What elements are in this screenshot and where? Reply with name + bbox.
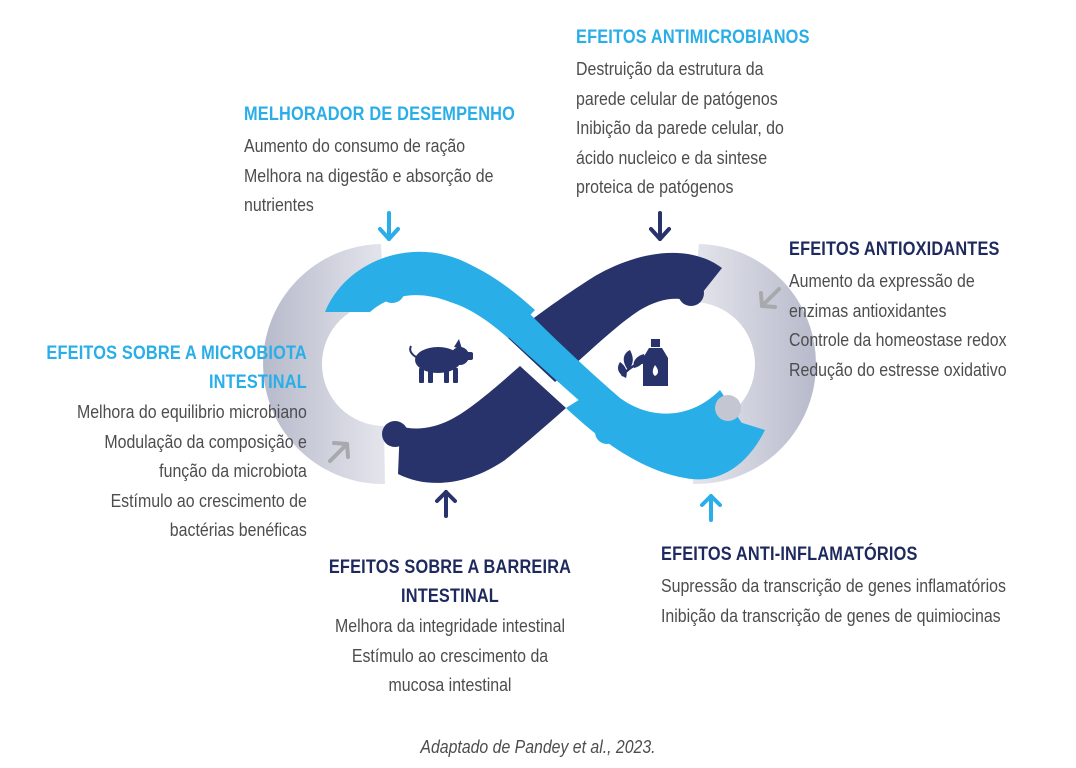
block-line: Controle da homeostase redox (789, 329, 1007, 350)
block-microbiota (4, 339, 307, 545)
puzzle-knob (382, 421, 408, 447)
block-line: parede celular de patógenos (576, 87, 778, 109)
pig-icon (410, 339, 473, 383)
puzzle-knob (595, 420, 619, 444)
arrow-up-icon (702, 496, 720, 520)
plant-bottle-icon (618, 339, 668, 386)
block-line: Inibição da parede celular, do (576, 117, 784, 138)
block-desempenho (244, 103, 559, 220)
block-line: Redução do estresse oxidativo (789, 358, 1007, 380)
block-title: EFEITOS ANTIOXIDANTES (789, 239, 1000, 260)
block-line: Melhora da integridade intestinal (335, 615, 565, 636)
puzzle-knob (678, 280, 704, 306)
block-barreira (300, 553, 600, 700)
block-line: Aumento do consumo de ração (244, 135, 466, 156)
block-line: Inibição da transcrição de genes de quimiocinas (661, 604, 1001, 626)
block-line: enzimas antioxidantes (789, 299, 947, 321)
block-line: Destruição da estrutura da (576, 58, 764, 79)
block-title: INTESTINAL (209, 372, 307, 393)
arrow-down-icon (651, 213, 669, 239)
band-dark-left (398, 366, 566, 483)
block-line: Supressão da transcrição de genes inflamatórios (661, 575, 1006, 596)
block-title: EFEITOS ANTI-INFLAMATÓRIOS (661, 544, 918, 565)
arrow-up-icon (437, 492, 455, 516)
block-line: mucosa intestinal (388, 674, 512, 695)
block-title: EFEITOS ANTIMICROBIANOS (576, 27, 810, 48)
source-caption: Adaptado de Pandey et al., 2023. (420, 737, 656, 757)
block-line: Melhora na digestão e absorção de (244, 164, 494, 186)
block-line: Melhora do equilibrio microbiano (77, 401, 307, 422)
block-line: Modulação da composição e (104, 430, 307, 452)
block-line: Aumento da expressão de (789, 270, 975, 291)
block-line: nutrientes (244, 194, 314, 215)
block-line: proteica de patógenos (576, 176, 734, 197)
block-line: bactérias benéficas (169, 519, 307, 540)
block-title: INTESTINAL (401, 586, 499, 607)
block-line: ácido nucleico e da sintese (576, 146, 768, 168)
block-antimicrobianos (576, 26, 848, 202)
block-line: função da microbiota (159, 460, 307, 481)
puzzle-knob (379, 277, 405, 303)
block-title: MELHORADOR DE DESEMPENHO (244, 104, 516, 125)
block-antioxidantes (789, 238, 1042, 384)
block-title: EFEITOS SOBRE A MICROBIOTA (46, 343, 307, 364)
block-title: EFEITOS SOBRE A BARREIRA (328, 557, 572, 578)
block-line: Estímulo ao crescimento de (110, 489, 307, 511)
block-antiinflamatorios (661, 543, 1062, 630)
block-line: Estímulo ao crescimento da (351, 644, 549, 666)
puzzle-knob (715, 395, 741, 421)
puzzle-knob (491, 303, 517, 329)
